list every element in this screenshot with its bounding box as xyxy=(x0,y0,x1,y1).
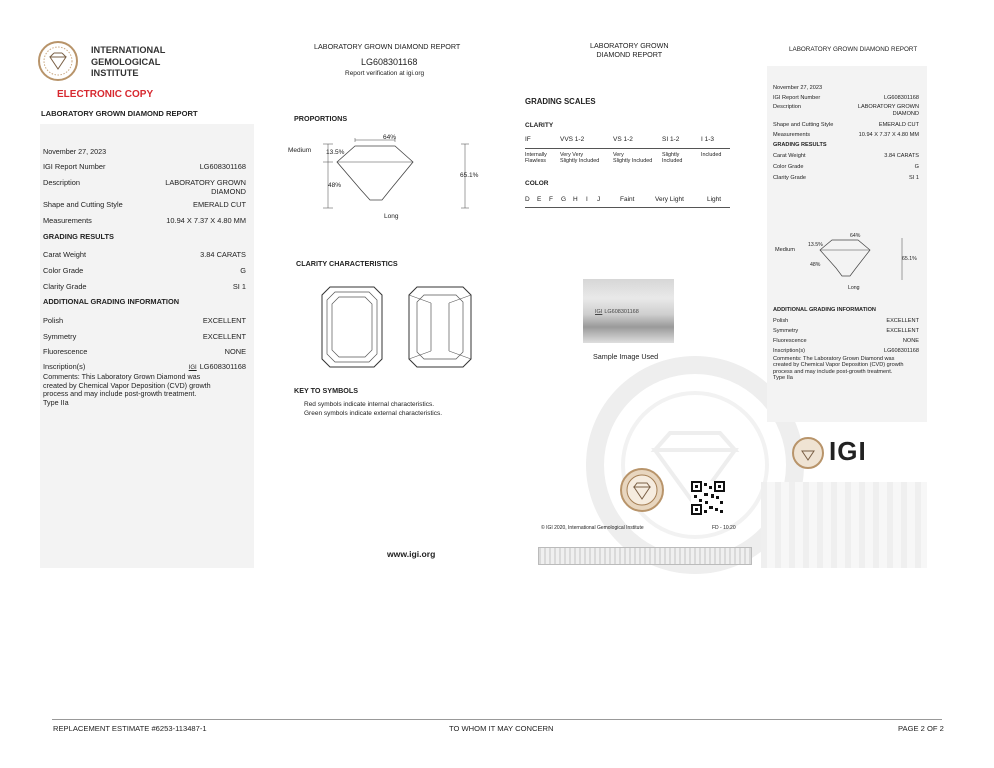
right-details: November 27, 2023 IGI Report Number LG608301168 Description LABORATORY GROWN DIAMOND Shape and Cutting Style EMERALD CUT Measurements 10.94 X 7.37 X 4.80 MM GRADING RESULTS Carat Weight 3.84 CARATS Color Grade G Clarity Grade SI 1 xyxy=(773,85,919,181)
grading-scales-heading: GRADING SCALES xyxy=(525,97,596,106)
rotated-summary-strip xyxy=(761,482,927,568)
right-girdle-label: Medium xyxy=(775,247,795,253)
institute-name: INTERNATIONAL GEMOLOGICAL INSTITUTE xyxy=(91,45,166,78)
left-report-title: LABORATORY GROWN DIAMOND REPORT xyxy=(41,109,198,118)
right-pavilion-percent: 48% xyxy=(810,262,821,268)
right-table-percent: 64% xyxy=(850,233,861,239)
igi-logo-seal-icon xyxy=(792,437,824,469)
igi-logo-text: IGI xyxy=(829,436,867,466)
section-heading: GRADING RESULTS xyxy=(43,232,114,241)
form-code: FD - 10.20 xyxy=(712,525,736,531)
right-culet-label: Long xyxy=(848,285,860,291)
igi-gold-seal-icon xyxy=(620,468,664,512)
clarity-scale: IF VVS 1-2 VS 1-2 SI 1-2 I 1-3 Internally Flawless Very Very Slightly Included Very Slightly Included Slightly Included Included xyxy=(525,136,730,170)
right-additional: ADDITIONAL GRADING INFORMATION Polish EXCELLENT Symmetry EXCELLENT Fluorescence NONE Inscription(s) LG608301168 Comments: The Laboratory Grown Diamond was created by Chemical Vapor Deposition (CVD) growth process and may include post-growth treatment. Type IIa xyxy=(773,307,919,382)
emerald-cut-top-view xyxy=(322,287,382,367)
color-scale-heading: COLOR xyxy=(525,180,549,187)
detail-row: Shape and Cutting Style EMERALD CUT xyxy=(43,200,246,209)
replacement-estimate: REPLACEMENT ESTIMATE #6253-113487-1 xyxy=(53,724,207,733)
middle-report-number: LG608301168 xyxy=(361,57,418,67)
detail-row: Carat Weight 3.84 CARATS xyxy=(43,250,246,259)
detail-row: Description LABORATORY GROWN DIAMOND xyxy=(43,178,246,196)
right-depth-percent: 65.1% xyxy=(902,256,917,262)
sample-image-caption: Sample Image Used xyxy=(593,352,659,361)
section-heading: ADDITIONAL GRADING INFORMATION xyxy=(43,297,180,306)
emerald-cut-bottom-view xyxy=(409,287,471,367)
electronic-copy-label: ELECTRONIC COPY xyxy=(57,89,154,100)
security-strip xyxy=(538,547,752,565)
detail-row: Clarity Grade SI 1 xyxy=(43,282,246,291)
girdle-thickness-label: Medium xyxy=(288,147,312,154)
culet-label: Long xyxy=(384,213,399,220)
page-number: PAGE 2 OF 2 xyxy=(898,724,944,733)
detail-row: Inscription(s) IGI LG608301168 xyxy=(43,362,246,371)
key-lines: Red symbols indicate internal characteristics. Green symbols indicate external characteristics. xyxy=(304,401,443,417)
right-report-title: LABORATORY GROWN DIAMOND REPORT xyxy=(789,46,918,53)
sample-inscription-text: IGI LG608301168 xyxy=(595,309,639,315)
crown-percent: 13.5% xyxy=(326,149,345,156)
copyright: © IGI 2020, International Gemological Institute xyxy=(541,525,644,531)
detail-row: Polish EXCELLENT xyxy=(43,316,246,325)
proportions-heading: PROPORTIONS xyxy=(294,114,348,123)
footer-divider xyxy=(52,719,942,720)
left-details xyxy=(43,0,246,440)
depth-percent: 65.1% xyxy=(460,172,479,179)
sample-inscription-image xyxy=(583,279,674,343)
detail-row: Fluorescence NONE xyxy=(43,347,246,356)
report-date: November 27, 2023 xyxy=(43,147,107,156)
scales-title: LABORATORY GROWN DIAMOND REPORT xyxy=(590,41,669,59)
right-crown-percent: 13.5% xyxy=(808,242,823,248)
detail-row: Measurements 10.94 X 7.37 X 4.80 MM xyxy=(43,216,246,225)
color-scale: D E F G H I J Faint Very Light Light xyxy=(525,196,730,210)
detail-row: IGI Report Number LG608301168 xyxy=(43,162,246,171)
detail-row: Symmetry EXCELLENT xyxy=(43,332,246,341)
clarity-scale-heading: CLARITY xyxy=(525,122,554,129)
clarity-characteristics-heading: CLARITY CHARACTERISTICS xyxy=(296,259,398,268)
website-link[interactable]: www.igi.org xyxy=(387,549,436,559)
middle-report-title: LABORATORY GROWN DIAMOND REPORT xyxy=(314,42,461,51)
detail-row: Color Grade G xyxy=(43,266,246,275)
report-verification: Report verification at igi.org xyxy=(345,70,425,77)
to-whom-label: TO WHOM IT MAY CONCERN xyxy=(449,724,554,733)
comments: Comments: This Laboratory Grown Diamond was created by Chemical Vapor Deposition (CVD) growth process and may include post-growth treatment. Type IIa xyxy=(43,372,211,407)
key-to-symbols-heading: KEY TO SYMBOLS xyxy=(294,386,359,395)
table-percent: 64% xyxy=(383,134,397,141)
qr-code-icon[interactable] xyxy=(691,481,725,515)
igi-mini-logo-icon: IGI xyxy=(188,365,197,371)
pavilion-percent: 48% xyxy=(328,182,342,189)
